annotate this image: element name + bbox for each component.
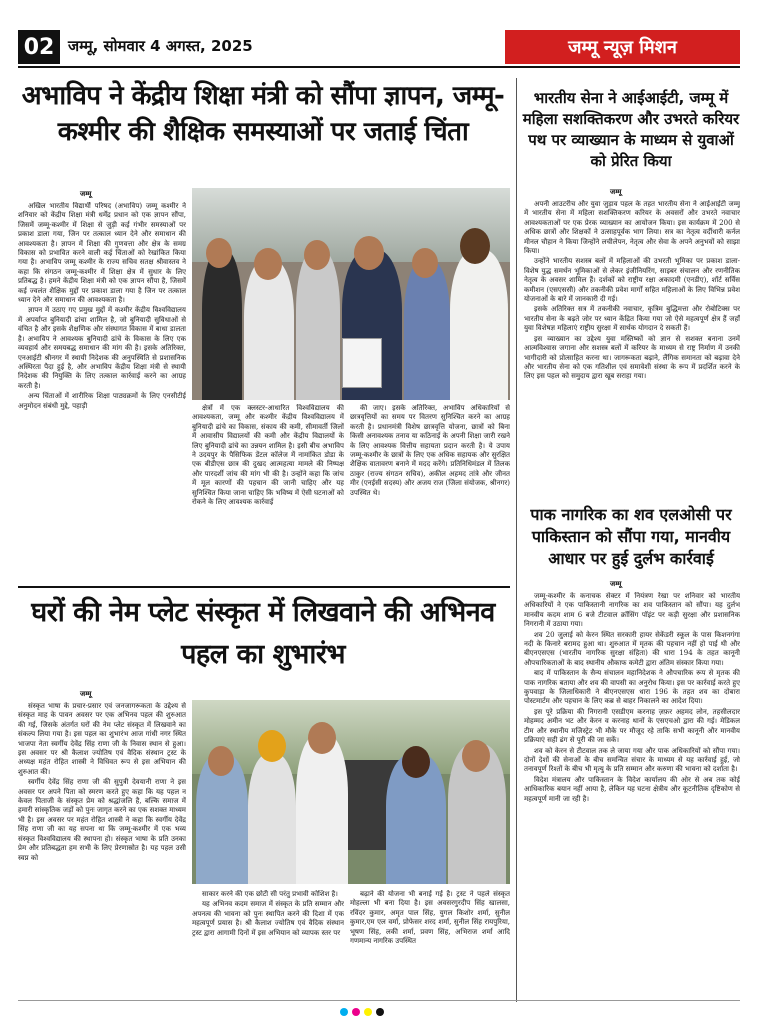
second-para: यह अभिनव कदम समाज में संस्कृत के प्रति सम्मान और अपनत्व की भावना को पुनः स्थापित करने की दिशा में एक महत्वपूर्ण प्रयास है। श्री कैलाश ज्योतिष एवं वैदिक संस्थान ट्रस्ट द्वारा आगामी दिनों में इस अभियान को व्यापक स्तर पर [192, 900, 344, 937]
second-column-3 [350, 890, 510, 994]
second-headline: घरों की नेम प्लेट संस्कृत में लिखवाने की अभिनव पहल का शुभारंभ [31, 597, 495, 670]
side2-para: शव को केरन से टीटवाल तक ले जाया गया और पाक अधिकारियों को सौंपा गया। दोनों देशों की सेनाओं के बीच समन्वित संचार के माध्यम से यह कार्रवाई हुई, जो तनावपूर्ण रिश्तों के बीच भी मृत्यु के प्रति सम्मान और करुणा की भावना को दर्शाता है। [524, 746, 740, 774]
side2-para: जम्मू-कश्मीर के कनाचक सेक्टर में नियंत्रण रेखा पर शनिवार को भारतीय अधिकारियों ने एक पाकिस्तानी नागरिक का शव पाकिस्तान को सौंपा। यह दुर्लभ मानवीय कदम शाम 6 बजे टीटवाल क्रॉसिंग पॉइंट पर कड़ी सुरक्षा और प्रशासनिक निगरानी में उठाया गया। [524, 592, 740, 629]
side1-byline: जम्मू [610, 188, 622, 196]
side2-byline: जम्मू [610, 580, 622, 588]
footer-rule [18, 1000, 740, 1001]
second-column-2 [192, 890, 344, 994]
second-para: बढ़ाने की योजना भी बनाई गई है। ट्रस्ट ने पहले संस्कृत मोहल्ला भी बना दिया है। इस अवसरगुरदीप सिंह खालसा, रविंदर कुमार, अमृत पाल सिंह, युगल किशोर शर्मा, सुनील कुमार,एम एल वर्मा, प्रोफेसर शरद शर्मा, सुनील सिंह रायपुरिया, भूषण सिंह, लकी शर्मा, प्रवण सिंह, अभिराज शर्मा आदि गणमान्य नागरिक उपस्थित [350, 890, 510, 946]
masthead: जम्मू न्यूज़ मिशन [505, 30, 740, 64]
side1-body [524, 200, 740, 494]
column-divider [516, 78, 517, 1002]
registration-marks [340, 1008, 384, 1016]
second-para: संस्कृत भाषा के प्रचार-प्रसार एवं जनजागरूकता के उद्देश्य से संस्कृत माह के पावन अवसर पर एक अभिनव पहल की शुरुआत की गई, जिसके अंतर्गत घरों की नेम प्लेट संस्कृत में लिखवाने का संकल्प लिया गया है। इस पहल का शुभारंभ आज गांधी नगर स्थित भाजपा नेता स्वर्गीय देवेंद्र सिंह राणा जी के निवास स्थान से हुआ। इस अवसर पर श्री कैलाश ज्योतिष एवं वैदिक संस्थान ट्रस्ट के अध्यक्ष महंत रोहित शास्त्री ने विधिवत रूप से इस अभियान की शुरुआत की। [18, 702, 186, 776]
page-number: 02 [18, 30, 60, 64]
side1-headline: भारतीय सेना ने आईआईटी, जम्मू में महिला सशक्तिकरण और उभरते करियर पथ पर व्याख्यान के माध्यम से युवाओं को प्रेरित किया [522, 89, 740, 170]
side1-para: इसके अतिरिक्त सत्र में तकनीकी नवाचार, कृत्रिम बुद्धिमत्ता और रोबोटिक्स पर भारतीय सेना के बढ़ते जोर पर ध्यान केंद्रित किया गया जो ऐसे महत्वपूर्ण क्षेत्र हैं जहाँ युवा विशेषज्ञ महिलाएं राष्ट्रीय सुरक्षा में सार्थक योगदान दे सकती हैं। [524, 305, 740, 333]
side2-para: विदेश मंत्रालय और पाकिस्तान के विदेश कार्यालय की ओर से अब तक कोई आधिकारिक बयान नहीं आया है, लेकिन यह घटना क्षेत्रीय और कूटनीतिक दृष्टिकोण से महत्वपूर्ण मानी जा रही है। [524, 775, 740, 803]
lead-column-3 [350, 404, 510, 584]
lead-headline: अभाविप ने केंद्रीय शिक्षा मंत्री को सौंपा ज्ञापन, जम्मू-कश्मीर की शैक्षिक समस्याओं पर जताई चिंता [21, 81, 505, 147]
lead-photo [192, 188, 510, 400]
lead-para: अखिल भारतीय विद्यार्थी परिषद (अभाविप) जम्मू कश्मीर ने शनिवार को केंद्रीय शिक्षा मंत्री धर्मेंद्र प्रधान को एक ज्ञापन सौंपा, जिसमें जम्मू-कश्मीर में शिक्षा से जुड़ी कई गंभीर समस्याओं पर प्रकाश डाला गया, जिन पर तत्काल ध्यान देने और समाधान की आवश्यकता है। ज्ञापन में शिक्षा की गुणवत्ता और क्षेत्र के समग्र विकास को प्रभावित करने वाली कई चिंताओं को रेखांकित किया गया है। अभाविप जम्मू कश्मीर के राज्य सचिव सतक्ष श्रीवास्तव ने कहा कि संगठन जम्मू-कश्मीर में शिक्षा क्षेत्र में सुधार के लिए प्रतिबद्ध है। हमने केंद्रीय शिक्षा मंत्री को एक ज्ञापन सौंपा है, जिसमें कई ज्वलंत शैक्षिक मुद्दों पर प्रकाश डाला गया है जिन पर तत्काल ध्यान देने और समाधान की आवश्यकता है। [18, 202, 186, 305]
lead-para: ज्ञापन में उठाए गए प्रमुख मुद्दों में कश्मीर केंद्रीय विश्वविद्यालय में अपर्याप्त बुनियादी ढांचा शामिल है, जो बुनियादी सुविधाओं से वंचित है और इसके शैक्षणिक और संस्थागत विकास में बाधा डालता है। अभाविप ने आवश्यक बुनियादी ढांचे के विकास के लिए एक व्यवहार्य और समयबद्ध समाधान की मांग की है। इसके अतिरिक्त, एनआईटी श्रीनगर में स्थायी निदेशक की अनुपस्थिति से प्रशासनिक अस्थिरता पैदा हुई है, और अभाविप केंद्रीय शिक्षा मंत्री से स्थायी निदेशक की नियुक्ति के लिए तत्काल कार्रवाई करने का आग्रह करती है। [18, 306, 186, 390]
side1-para: अपनी आउटरीच और युवा जुड़ाव पहल के तहत भारतीय सेना ने आईआईटी जम्मू में भारतीय सेना में महिला सशक्तिकरण करियर के अवसरों और उभरते नवाचार आवश्यकताओं पर एक प्रेरक व्याख्यान का आयोजन किया। इस कार्यक्रम में 200 से अधिक छात्रों और शिक्षकों ने उत्साहपूर्वक भाग लिया। सत्र का नेतृत्व वर्दीधारी कर्नल मीनल चौहान ने किया जिन्होंने लचीलेपन, नेतृत्व और सेवा के अपने अनुभवों को साझा किया। [524, 200, 740, 256]
side2-para: बाद में पाकिस्तान के सैन्य संचालन महानिदेशक ने औपचारिक रूप से मृतक की पाक नागरिक बताया और शव की वापसी का अनुरोध किया। इस पर कार्रवाई करते हुए कुपवाड़ा के जिलाधिकारी ने बीएनएसएस धारा 196 के तहत शव का दोबारा पोस्टमार्टम और पहचान के लिए कब्र से बाहर निकालने का आदेश दिया। [524, 669, 740, 706]
second-byline: जम्मू [80, 690, 92, 698]
side2-body [524, 592, 740, 998]
lead-para: क्षेत्रों में एक क्लस्टर-आधारित विश्वविद्यालय की आवश्यकता, जम्मू और कश्मीर केंद्रीय विश्वविद्यालय में बुनियादी ढांचे का विकास, संकाय की कमी, सीमावर्ती जिलों में आवासीय विद्यालयों की कमी और केंद्रीय विद्यालयों के लिए बुनियादी ढांचे का उन्नयन शामिल है। इसी बीच अभाविप ने उदयपुर के पैसिफिक डेंटल कॉलेज में नामांकित डोडा के एक बीडीएस छात्र की दुखद आत्महत्या मामले की निष्पक्ष और पारदर्शी जांच की मांग भी की है। उन्होंने कहा कि जांच में मूल कारणों की पहचान की जानी चाहिए और यह सुनिश्चित किया जाना चाहिए कि भविष्य में ऐसी घटनाओं को रोकने के लिए आवश्यक कार्रवाई [192, 404, 344, 507]
section-rule [18, 586, 510, 588]
side2-para: इस पूरे प्रक्रिया की निगरानी एसडीएम करनाह ज़फ़र अहमद लोन, तहसीलदार मोहम्मद अमीन भट और केरन व करनाह थानों के एसएचओ द्वारा की गई। मेडिकल टीम और स्थानीय मजिस्ट्रेट भी मौके पर मौजूद रहे ताकि सभी कानूनी और मानवीय प्रक्रियाएं सही ढंग से पूरी की जा सकें। [524, 707, 740, 745]
lead-para: अन्य चिंताओं में शारीरिक शिक्षा पाठ्यक्रमों के लिए एनसीटीई अनुमोदन संबंधी मुद्दे, पहाड़ी [18, 392, 186, 410]
lead-byline: जम्मू [80, 190, 92, 198]
lead-column-2 [192, 404, 344, 584]
lead-para: की जाए। इसके अतिरिक्त, अभाविप अधिकारियों से छात्रवृत्तियों का समय पर वितरण सुनिश्चित करने का आग्रह करती है। प्रधानमंत्री विशेष छात्रवृत्ति योजना, छात्रों को बिना किसी अनावश्यक तनाव या कठिनाई के अपनी शिक्षा जारी रखने के लिए आवश्यक वित्तीय सहायता प्रदान करती है। ये उपाय जम्मू-कश्मीर के छात्रों के लिए एक अधिक सहायक और सुरक्षित शैक्षिक वातावरण बनाने में मदद करेंगे। प्रतिनिधिमंडल में तिलक ठाकुर (राज्य संगठन सचिव), अकील अहमद तांत्रे और जीनत मीर (एनईसी सदस्य) और अजय राज (जिला संयोजक, श्रीनगर) उपस्थित थे। [350, 404, 510, 497]
dateline: जम्मू, सोमवार 4 अगस्त, 2025 [68, 37, 253, 55]
second-column-1 [18, 702, 186, 994]
side2-headline: पाक नागरिक का शव एलओसी पर पाकिस्तान को सौंपा गया, मानवीय आधार पर हुई दुर्लभ कार्रवाई [530, 505, 732, 568]
lead-column-1 [18, 202, 186, 584]
side1-para: इस व्याख्यान का उद्देश्य युवा मस्तिष्कों को ज्ञान से सशक्त बनाना उनमें आत्मविश्वास जगाना और सशस्त्र बलों में करियर के माध्यम से राष्ट्र निर्माण में उनकी भागीदारी को प्रोत्साहित करना था। जागरूकता बढ़ाने, लैंगिक समानता को बढ़ावा देने और भारतीय सेना को एक गतिशील एवं समावेशी संस्था के रूप में प्रदर्शित करने के लिए इस पहल को समुदाय द्वारा खूब सराहा गया। [524, 334, 740, 381]
side2-para: शव 20 जुलाई को केरन स्थित सरकारी हायर सेकेंडरी स्कूल के पास किशनगंगा नदी के किनारे बरामद हुआ था। शुरुआत में मृतक की पहचान नहीं हो पाई थी और बीएनएसएस (भारतीय नागरिक सुरक्षा संहिता) की धारा 194 के तहत कानूनी औपचारिकताओं के बाद स्थानीय औकाफ कमेटी द्वारा अंतिम संस्कार किया गया। [524, 630, 740, 667]
page-header [18, 30, 740, 64]
second-para: स्वर्गीय देवेंद्र सिंह राणा जी की सुपुत्री देवयानी राणा ने इस अवसर पर अपने पिता को स्मरण करते हुए कहा कि यह पहल न केवल पिताजी के संस्कृत प्रेम को श्रद्धांजलि है, बल्कि समाज में हमारी सांस्कृतिक जड़ों को पुनः जागृत करने का एक सशक्त माध्यम भी है। इस अवसर पर महंत रोहित शास्त्री ने कहा कि स्वर्गीय देवेंद्र सिंह राणा जी का यह सपना था कि जम्मू-कश्मीर में एक भव्य संस्कृत विश्वविद्यालय की स्थापना हो। संस्कृत भाषा के प्रति उनका प्रेम और प्रतिबद्धता हम सभी के लिए प्रेरणास्रोत है। यह पहल उसी स्वप्न को [18, 778, 186, 862]
second-photo [192, 700, 510, 884]
second-para: साकार करने की एक छोटी सी परंतु प्रभावी कोशिश है। [202, 890, 338, 898]
header-rule [18, 66, 740, 68]
side1-para: उन्होंने भारतीय सशस्त्र बलों में महिलाओं की उभरती भूमिका पर प्रकाश डाला-विशेष युद्ध समर्थन भूमिकाओं से लेकर इंजीनियरिंग, साइबर संचालन और रणनीतिक नेतृत्व के अवसर शामिल हैं। दर्शकों को राष्ट्रीय रक्षा अकादमी (एनडीए), शॉर्ट सर्विस कमीशन (एसएससी) और तकनीकी प्रवेश मार्गों सहित महिलाओं के लिए विभिन्न प्रवेश योजनाओं के बारे में जानकारी दी गई। [524, 257, 740, 304]
